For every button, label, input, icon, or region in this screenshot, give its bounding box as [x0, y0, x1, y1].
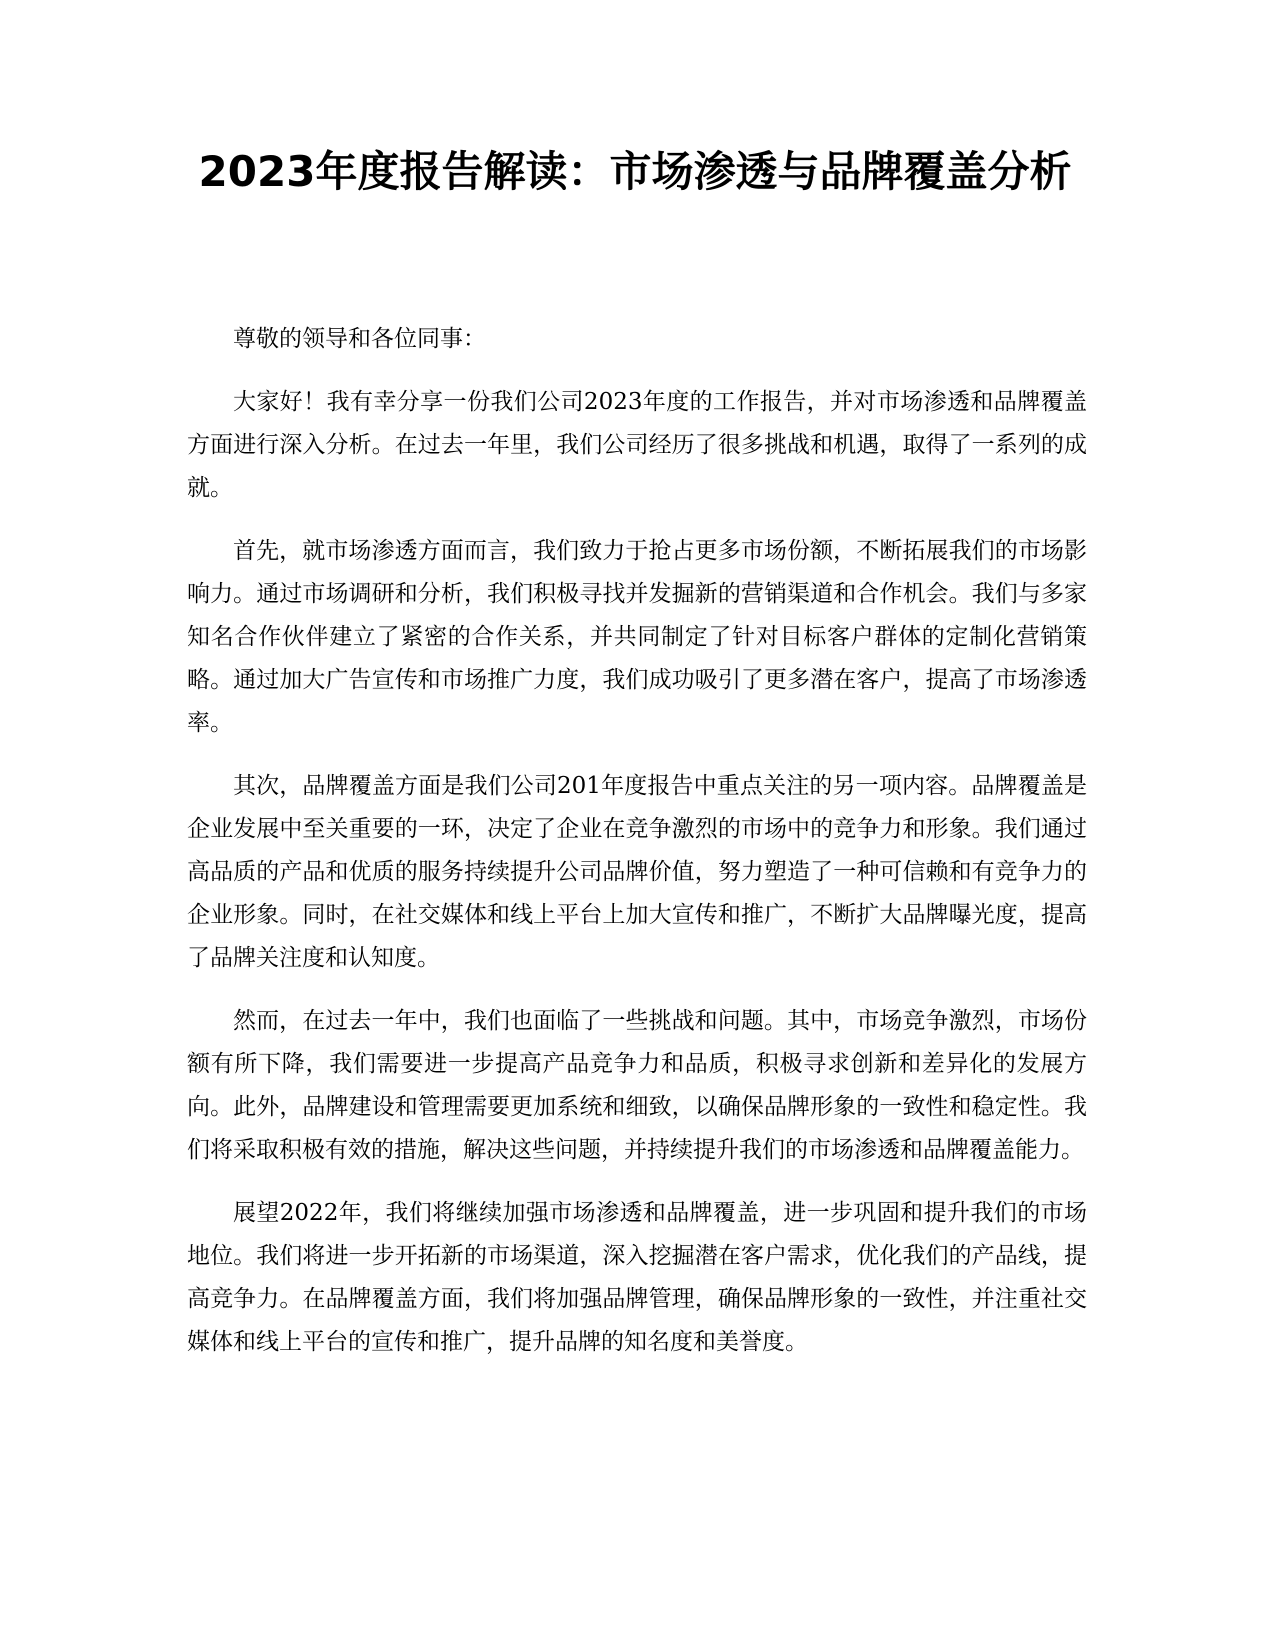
market-penetration-paragraph: 首先，就市场渗透方面而言，我们致力于抢占更多市场份额，不断拓展我们的市场影响力。通过市场调研和分析，我们积极寻找并发掘新的营销渠道和合作机会。我们与多家知名合作伙伴建立了紧密的合作关系，并共同制定了针对目标客户群体的定制化营销策略。通过加大广告宣传和市场推广力度，我们成功吸引了更多潜在客户，提高了市场渗透率。	[187, 538, 1087, 736]
greeting-paragraph: 尊敬的领导和各位同事：	[233, 326, 486, 352]
brand-coverage-paragraph: 其次，品牌覆盖方面是我们公司201年度报告中重点关注的另一项内容。品牌覆盖是企业发展中至关重要的一环，决定了企业在竞争激烈的市场中的竞争力和形象。我们通过高品质的产品和优质的服务持续提升公司品牌价值，努力塑造了一种可信赖和有竞争力的企业形象。同时，在社交媒体和线上平台上加大宣传和推广，不断扩大品牌曝光度，提高了品牌关注度和认知度。	[187, 773, 1087, 971]
outlook-paragraph: 展望2022年，我们将继续加强市场渗透和品牌覆盖，进一步巩固和提升我们的市场地位。我们将进一步开拓新的市场渠道，深入挖掘潜在客户需求，优化我们的产品线，提高竞争力。在品牌覆盖方面，我们将加强品牌管理，确保品牌形象的一致性，并注重社交媒体和线上平台的宣传和推广，提升品牌的知名度和美誉度。	[187, 1200, 1087, 1355]
document-title: 2023年度报告解读：市场渗透与品牌覆盖分析	[198, 147, 1072, 196]
challenges-paragraph: 然而，在过去一年中，我们也面临了一些挑战和问题。其中，市场竞争激烈，市场份额有所下降，我们需要进一步提高产品竞争力和品质，积极寻求创新和差异化的发展方向。此外，品牌建设和管理需要更加系统和细致，以确保品牌形象的一致性和稳定性。我们将采取积极有效的措施，解决这些问题，并持续提升我们的市场渗透和品牌覆盖能力。	[187, 1008, 1087, 1163]
document-body	[187, 318, 1087, 1384]
intro-paragraph: 大家好！我有幸分享一份我们公司2023年度的工作报告，并对市场渗透和品牌覆盖方面进行深入分析。在过去一年里，我们公司经历了很多挑战和机遇，取得了一系列的成就。	[187, 389, 1087, 501]
